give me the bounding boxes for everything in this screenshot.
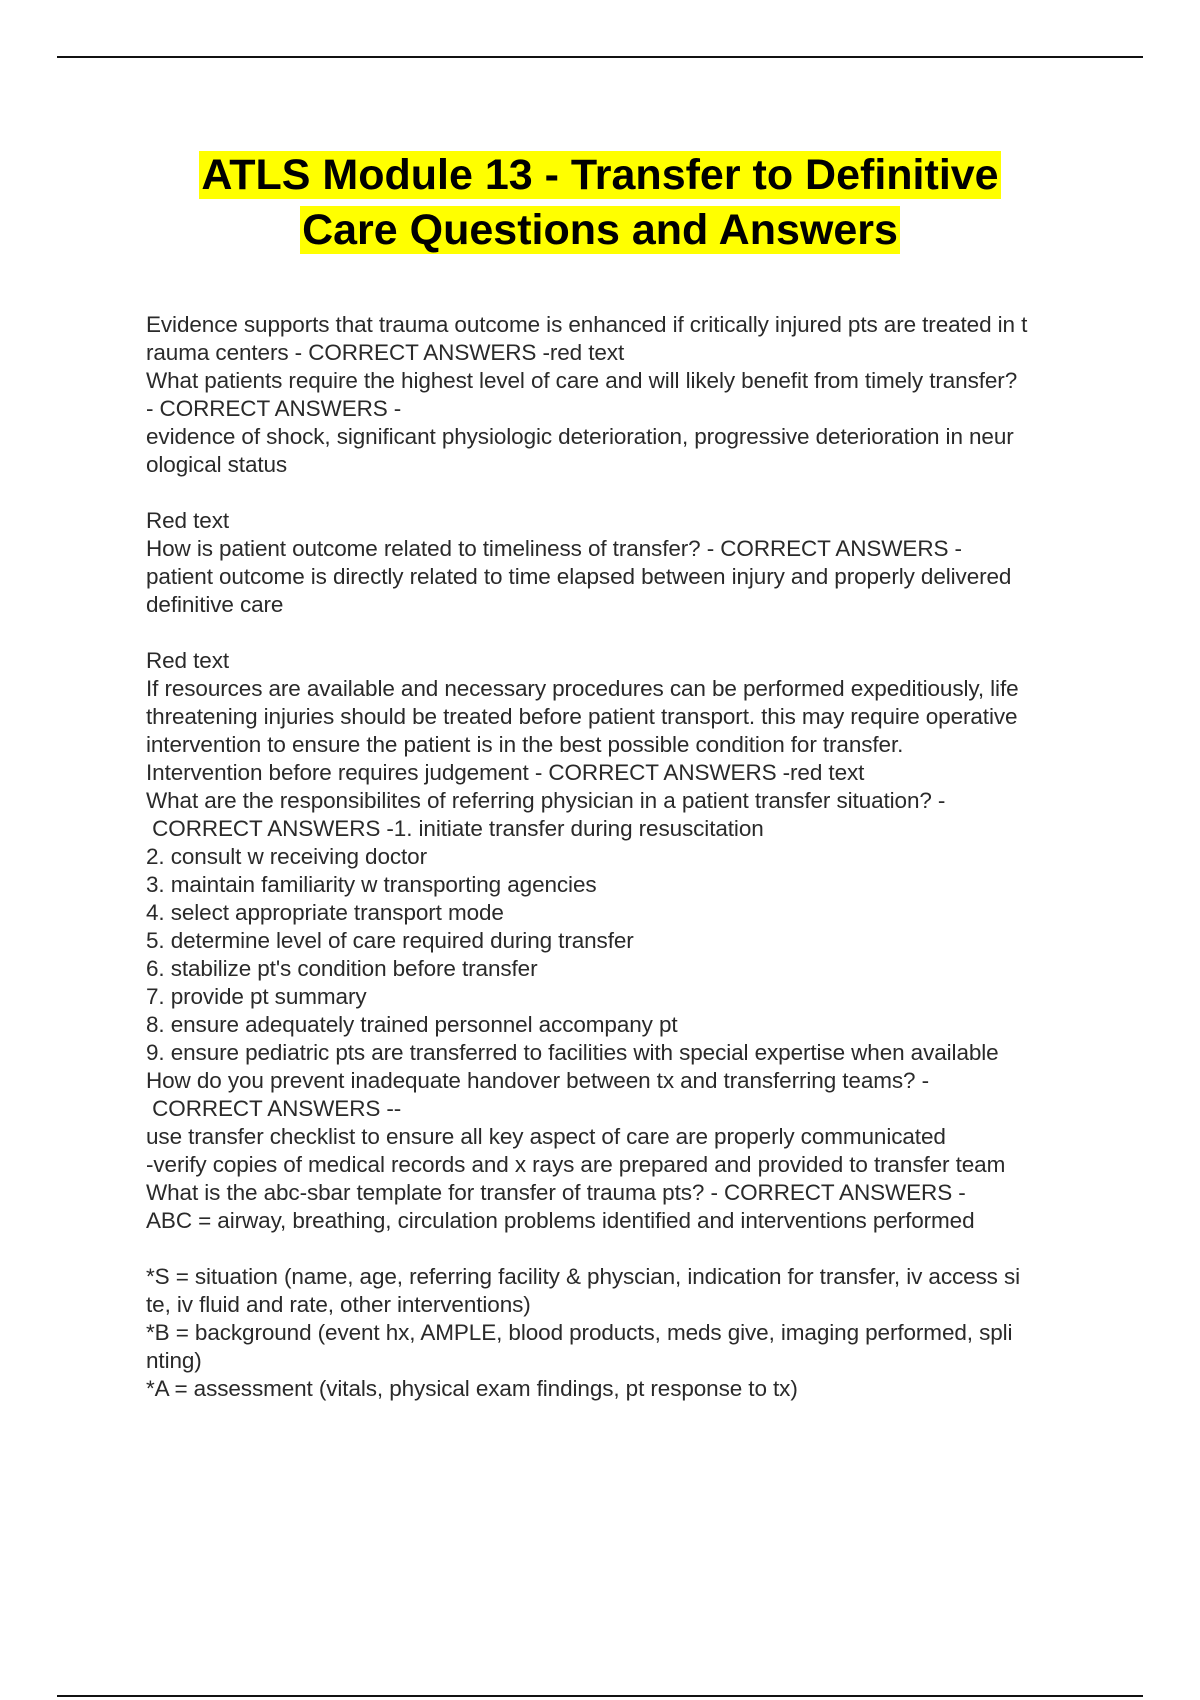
text-line: threatening injuries should be treated before patient transport. this may require operative	[146, 704, 1018, 729]
text-line: How do you prevent inadequate handover between tx and transferring teams? -	[146, 1068, 929, 1093]
title-line-2: Care Questions and Answers	[302, 206, 898, 254]
text-line: 4. select appropriate transport mode	[146, 900, 504, 925]
text-line: Evidence supports that trauma outcome is enhanced if critically injured pts are treated in t	[146, 312, 1028, 337]
text-line: rauma centers - CORRECT ANSWERS -red text	[146, 340, 625, 365]
text-line: *S = situation (name, age, referring facility & physcian, indication for transfer, iv access si	[146, 1264, 1021, 1289]
text-line: Red text	[146, 648, 229, 673]
text-line: 3. maintain familiarity w transporting agencies	[146, 872, 597, 897]
text-line: What patients require the highest level of care and will likely benefit from timely transfer?	[146, 368, 1018, 393]
text-line: patient outcome is directly related to time elapsed between injury and properly delivered	[146, 564, 1012, 589]
text-line: CORRECT ANSWERS --	[146, 1096, 402, 1121]
text-line: te, iv fluid and rate, other interventions)	[146, 1292, 531, 1317]
text-line: What is the abc-sbar template for transfer of trauma pts? - CORRECT ANSWERS -	[146, 1180, 966, 1205]
blank-line	[146, 619, 1096, 647]
text-line: *B = background (event hx, AMPLE, blood products, meds give, imaging performed, spli	[146, 1320, 1013, 1345]
text-line: 9. ensure pediatric pts are transferred to facilities with special expertise when available	[146, 1040, 999, 1065]
text-line: 6. stabilize pt's condition before transfer	[146, 956, 538, 981]
text-line: 8. ensure adequately trained personnel accompany pt	[146, 1012, 678, 1037]
text-line: evidence of shock, significant physiologic deterioration, progressive deterioration in neur	[146, 424, 1014, 449]
text-line: use transfer checklist to ensure all key aspect of care are properly communicated	[146, 1124, 946, 1149]
text-line: intervention to ensure the patient is in the best possible condition for transfer.	[146, 732, 904, 757]
text-line: Intervention before requires judgement - CORRECT ANSWERS -red text	[146, 760, 865, 785]
text-line: -verify copies of medical records and x rays are prepared and provided to transfer team	[146, 1152, 1006, 1177]
document-body	[146, 311, 1096, 1403]
top-divider	[57, 56, 1143, 58]
document-title	[0, 148, 1200, 258]
text-line: 2. consult w receiving doctor	[146, 844, 427, 869]
blank-line	[146, 479, 1096, 507]
text-line: CORRECT ANSWERS -1. initiate transfer during resuscitation	[146, 816, 764, 841]
text-line: 7. provide pt summary	[146, 984, 367, 1009]
title-line-1: ATLS Module 13 - Transfer to Definitive	[201, 151, 999, 199]
text-line: definitive care	[146, 592, 284, 617]
text-line: 5. determine level of care required during transfer	[146, 928, 634, 953]
blank-line	[146, 1235, 1096, 1263]
text-line: ABC = airway, breathing, circulation problems identified and interventions performed	[146, 1208, 975, 1233]
text-line: *A = assessment (vitals, physical exam findings, pt response to tx)	[146, 1376, 798, 1401]
text-line: - CORRECT ANSWERS -	[146, 396, 402, 421]
text-line: How is patient outcome related to timeliness of transfer? - CORRECT ANSWERS -	[146, 536, 962, 561]
bottom-divider	[57, 1695, 1143, 1697]
text-line: What are the responsibilites of referring physician in a patient transfer situation? -	[146, 788, 946, 813]
text-line: nting)	[146, 1348, 202, 1373]
text-line: If resources are available and necessary procedures can be performed expeditiously, life	[146, 676, 1019, 701]
text-line: Red text	[146, 508, 229, 533]
text-line: ological status	[146, 452, 288, 477]
